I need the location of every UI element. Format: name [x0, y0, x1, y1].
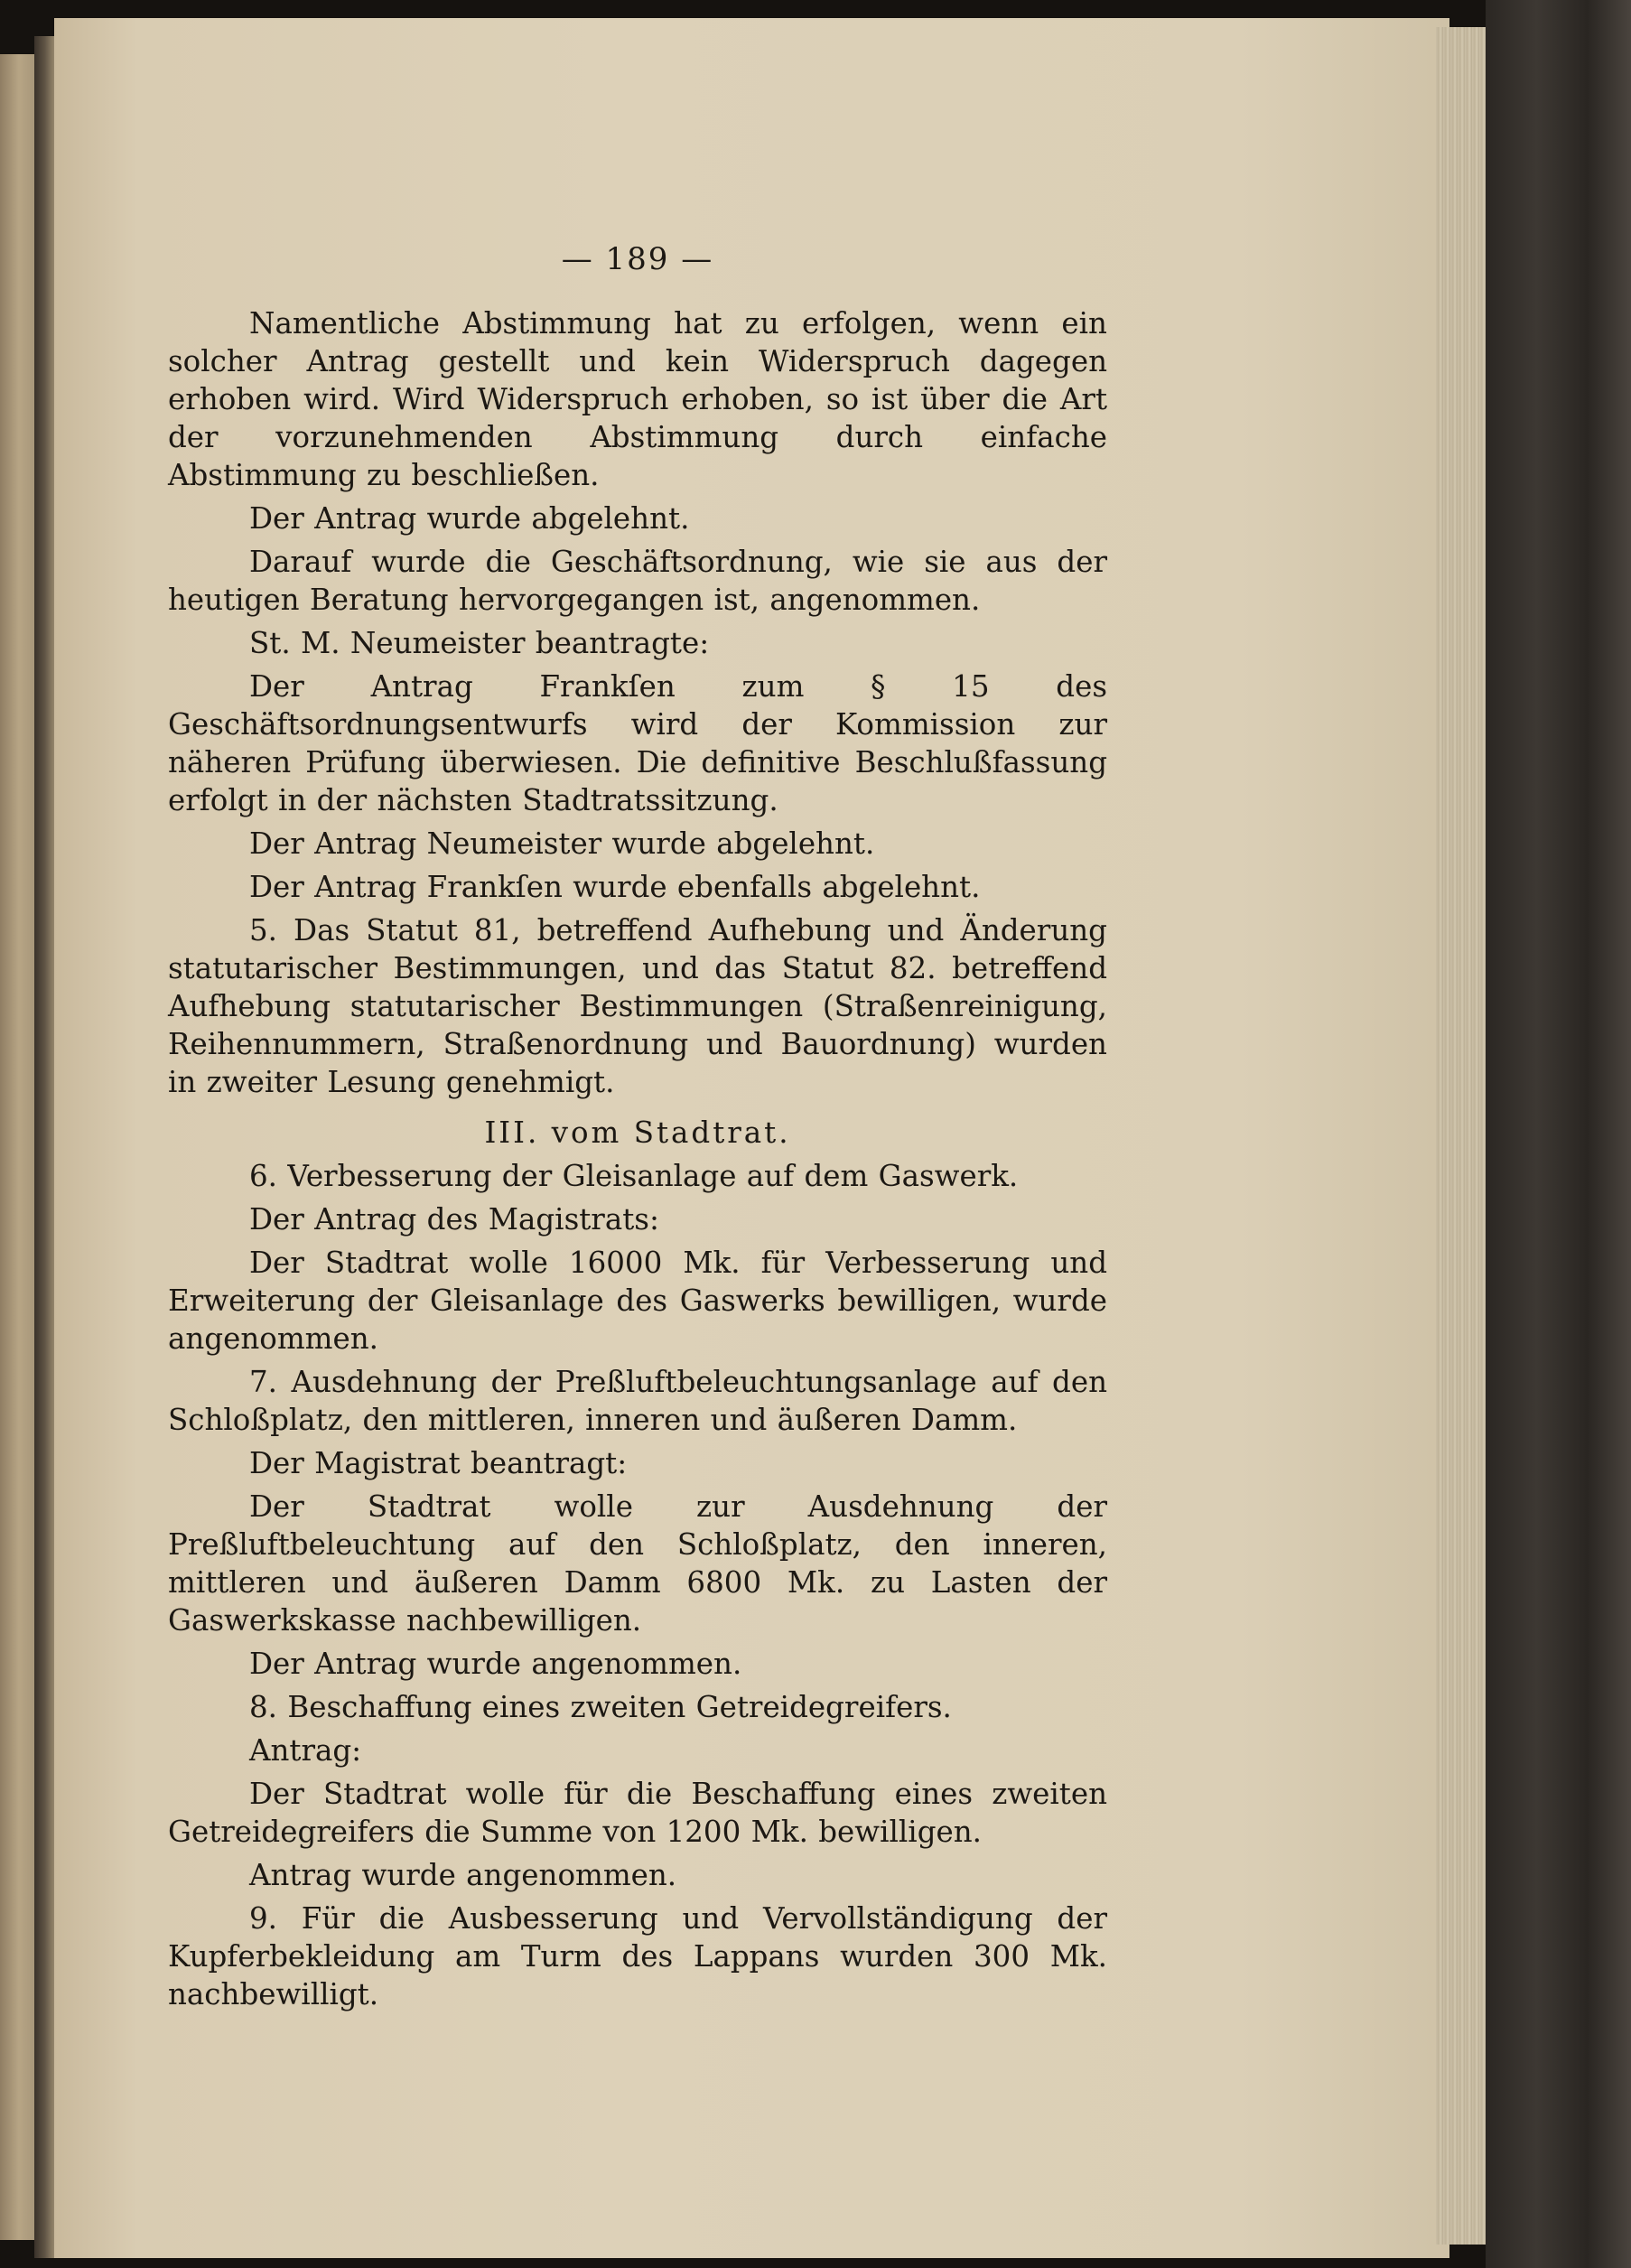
paragraph: Darauf wurde die Geschäftsordnung, wie sie aus der heutigen Beratung hervorgegangen ist, angenommen.: [168, 545, 1107, 617]
book-binding: [1486, 0, 1631, 2268]
paragraph: Antrag:: [249, 1733, 362, 1768]
paragraph: Der Stadtrat wolle zur Ausdehnung der Preßluftbeleuchtung auf den Schloßplatz, den inneren, mittleren und äußeren Damm 6800 Mk. zu Lasten der Gaswerkskasse nachbewilligen.: [168, 1489, 1107, 1638]
paragraph: 7. Ausdehnung der Preßluftbeleuchtungsanlage auf den Schloßplatz, den mittleren, inneren und äußeren Damm.: [168, 1365, 1107, 1437]
paragraph: Der Antrag Frankſen wurde ebenfalls abgelehnt.: [249, 870, 981, 904]
paragraph: Der Magistrat beantragt:: [249, 1446, 628, 1480]
paragraph: 8. Beschaffung eines zweiten Getreidegreifers.: [249, 1690, 952, 1724]
paragraph: Der Antrag wurde abgelehnt.: [249, 501, 690, 536]
paragraph-group: [168, 1157, 1107, 2013]
page-stack-edge: [1436, 27, 1490, 2245]
paragraph: Der Stadtrat wolle für die Beschaffung eines zweiten Getreidegreifers die Summe von 1200 Mk. bewilligen.: [168, 1777, 1107, 1849]
paragraph: Der Antrag wurde angenommen.: [249, 1647, 742, 1681]
paragraph: Der Antrag des Magistrats:: [249, 1202, 659, 1237]
paragraph-group: [168, 304, 1107, 1101]
paragraph: Der Stadtrat wolle 16000 Mk. für Verbesserung und Erweiterung der Gleisanlage des Gaswerks bewilligen, wurde angenommen.: [168, 1246, 1107, 1356]
paragraph: Antrag wurde angenommen.: [249, 1858, 677, 1892]
page-text: [168, 239, 1107, 2019]
paragraph: 5. Das Statut 81, betreffend Aufhebung und Änderung statutarischer Bestimmungen, und das Statut 82. betreffend Aufhebung statutarischer Bestimmungen (Straßenreinigung, Reihennummern, Straßenordnung und Bauordnung) wurden in zweiter Lesung genehmigt.: [168, 913, 1107, 1099]
paragraph: Namentliche Abstimmung hat zu erfolgen, wenn ein solcher Antrag gestellt und kein Widerspruch dagegen erhoben wird. Wird Widerspruch erhoben, so ist über die Art der vorzunehmenden Abstimmung durch einfache Abstimmung zu beschließen.: [168, 306, 1107, 492]
paragraph: Der Antrag Neumeister wurde abgelehnt.: [249, 826, 875, 861]
page-number: — 189 —: [561, 241, 714, 277]
paragraph: St. M. Neumeister beantragte:: [249, 626, 710, 660]
facing-page-edge: [0, 54, 34, 2240]
paragraph: Der Antrag Frankſen zum § 15 des Geschäftsordnungsentwurfs wird der Kommission zur näheren Prüfung überwiesen. Die definitive Beschlußfassung erfolgt in der nächsten Stadtratssitzung.: [168, 669, 1107, 817]
paragraph: 6. Verbesserung der Gleisanlage auf dem Gaswerk.: [249, 1159, 1019, 1193]
section-heading: III. vom Stadtrat.: [484, 1115, 791, 1150]
paragraph: 9. Für die Ausbesserung und Vervollständigung der Kupferbekleidung am Turm des Lappans wurden 300 Mk. nachbewilligt.: [168, 1901, 1107, 2011]
